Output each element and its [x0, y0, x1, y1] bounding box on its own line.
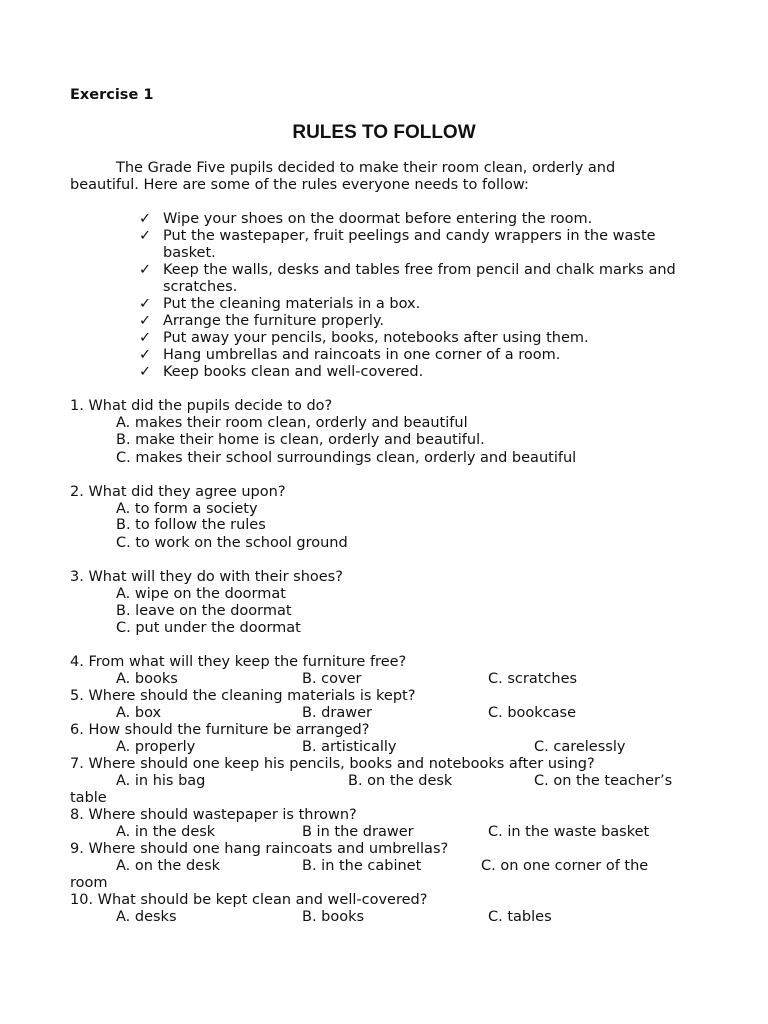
- rule-text: Keep books clean and well-covered.: [163, 364, 424, 380]
- rule-text: Wipe your shoes on the doormat before entering the room.: [163, 211, 593, 227]
- answer-option: B. leave on the doormat: [116, 603, 292, 619]
- answer-option: B. cover: [302, 671, 362, 687]
- exercise-label: Exercise 1: [70, 87, 154, 103]
- checkmark-icon: ✓: [139, 211, 152, 227]
- answer-option: C. carelessly: [534, 739, 626, 755]
- answer-option-wrap: table: [70, 790, 107, 806]
- question-stem: 6. How should the furniture be arranged?: [70, 722, 370, 738]
- checkmark-icon: ✓: [139, 296, 152, 312]
- page-title: RULES TO FOLLOW: [292, 122, 476, 143]
- answer-option: C. on the teacher’s: [534, 773, 673, 789]
- answer-option: A. makes their room clean, orderly and beautiful: [116, 415, 468, 431]
- question-stem: 10. What should be kept clean and well-covered?: [70, 892, 428, 908]
- answer-option: C. on one corner of the: [481, 858, 649, 874]
- answer-option: C. tables: [488, 909, 552, 925]
- question-stem: 5. Where should the cleaning materials is kept?: [70, 688, 416, 704]
- answer-option: C. in the waste basket: [488, 824, 650, 840]
- question-stem: 7. Where should one keep his pencils, books and notebooks after using?: [70, 756, 595, 772]
- answer-option: A. in the desk: [116, 824, 216, 840]
- answer-option-wrap: room: [70, 875, 108, 891]
- checkmark-icon: ✓: [139, 262, 152, 278]
- rule-text: Put the wastepaper, fruit peelings and candy wrappers in the waste basket.: [163, 228, 656, 261]
- answer-option: C. to work on the school ground: [116, 535, 348, 551]
- answer-option: C. scratches: [488, 671, 578, 687]
- rule-text: Put away your pencils, books, notebooks after using them.: [163, 330, 589, 346]
- intro-line-1: The Grade Five pupils decided to make their room clean, orderly and: [116, 160, 616, 176]
- answer-option: B in the drawer: [302, 824, 414, 840]
- answer-option: B. drawer: [302, 705, 372, 721]
- answer-option: A. books: [116, 671, 178, 687]
- checkmark-icon: ✓: [139, 364, 152, 380]
- answer-option: A. wipe on the doormat: [116, 586, 286, 602]
- question-stem: 8. Where should wastepaper is thrown?: [70, 807, 357, 823]
- checkmark-icon: ✓: [139, 347, 152, 363]
- answer-option: A. desks: [116, 909, 177, 925]
- checkmark-icon: ✓: [139, 313, 152, 329]
- answer-option: B. on the desk: [348, 773, 453, 789]
- checkmark-icon: ✓: [139, 330, 152, 346]
- rule-text: Put the cleaning materials in a box.: [163, 296, 421, 312]
- answer-option: A. in his bag: [116, 773, 206, 789]
- rule-text: Arrange the furniture properly.: [163, 313, 385, 329]
- checkmark-icon: ✓: [139, 228, 152, 244]
- rule-text: Keep the walls, desks and tables free from pencil and chalk marks and scratches.: [163, 262, 676, 295]
- answer-option: A. to form a society: [116, 501, 258, 517]
- answer-option: B. to follow the rules: [116, 517, 266, 533]
- answer-option: C. bookcase: [488, 705, 577, 721]
- answer-option: B. in the cabinet: [302, 858, 422, 874]
- answer-option: B. artistically: [302, 739, 397, 755]
- question-stem: 1. What did the pupils decide to do?: [70, 398, 333, 414]
- answer-option: A. box: [116, 705, 162, 721]
- answer-option: C. makes their school surroundings clean, orderly and beautiful: [116, 450, 577, 466]
- question-stem: 9. Where should one hang raincoats and umbrellas?: [70, 841, 449, 857]
- question-stem: 3. What will they do with their shoes?: [70, 569, 343, 585]
- answer-option: A. properly: [116, 739, 196, 755]
- question-stem: 2. What did they agree upon?: [70, 484, 286, 500]
- answer-option: B. books: [302, 909, 365, 925]
- question-stem: 4. From what will they keep the furniture free?: [70, 654, 407, 670]
- rule-text: Hang umbrellas and raincoats in one corner of a room.: [163, 347, 561, 363]
- answer-option: A. on the desk: [116, 858, 221, 874]
- answer-option: C. put under the doormat: [116, 620, 301, 636]
- answer-option: B. make their home is clean, orderly and beautiful.: [116, 432, 485, 448]
- intro-line-2: beautiful. Here are some of the rules everyone needs to follow:: [70, 177, 529, 193]
